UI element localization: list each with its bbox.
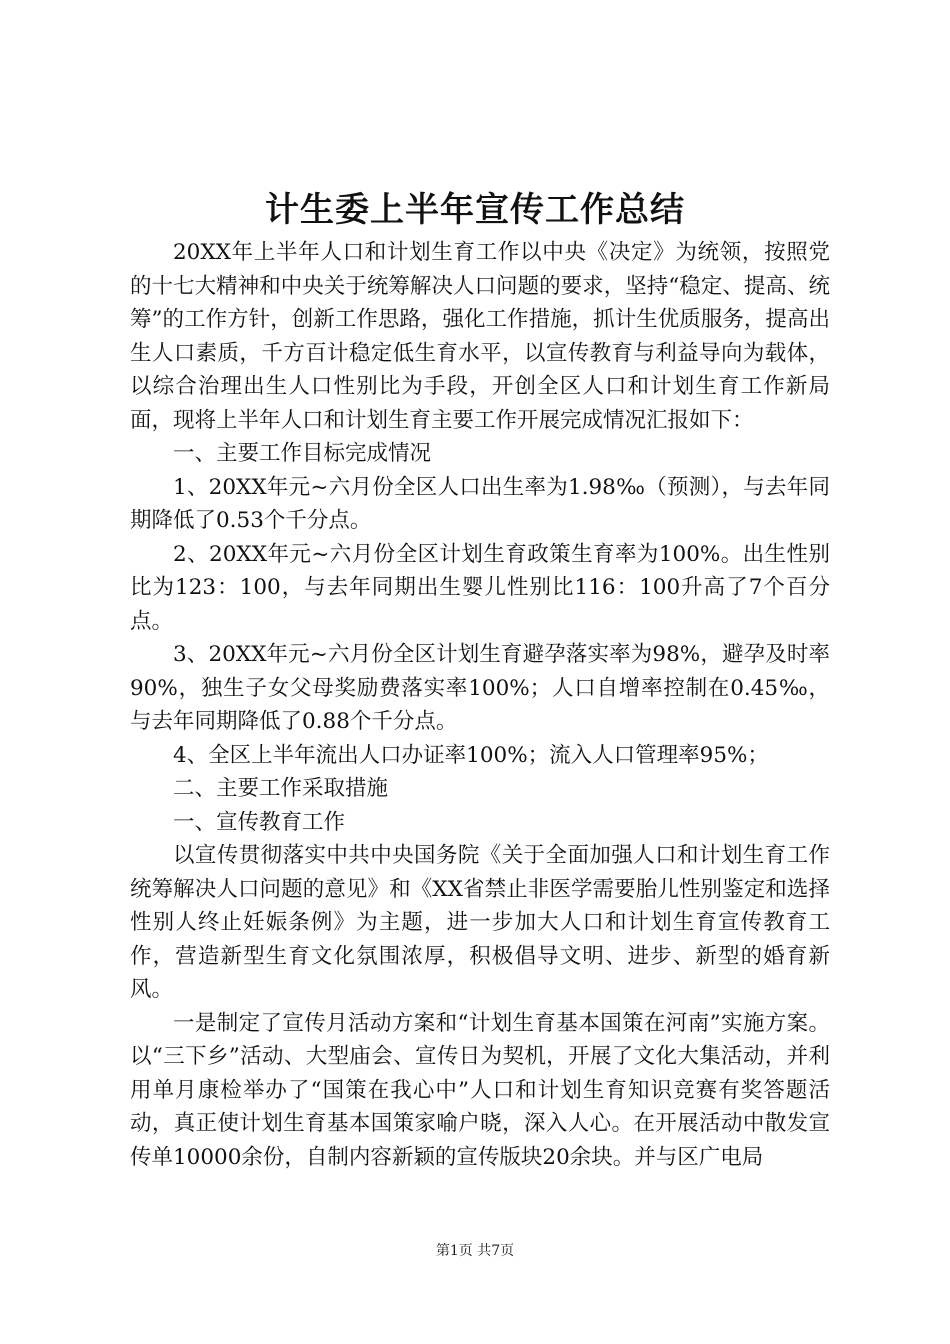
item-policy-birth-rate: 2、20XX年元~六月份全区计划生育政策生育率为100%。出生性别比为123：100，与去年同期出生婴儿性别比116：100升高了7个百分点。 [130, 541, 830, 634]
section-heading-measures: 二、主要工作采取措施 [173, 776, 389, 801]
document-body [130, 236, 830, 1174]
item-birth-rate: 1、20XX年元~六月份全区人口出生率为1.98‰（预测），与去年同期降低了0.53个千分点。 [130, 474, 830, 533]
intro-paragraph: 20XX年上半年人口和计划生育工作以中央《决定》为统领，按照党的十七大精神和中央关于统筹解决人口问题的要求，坚持“稳定、提高、统筹”的工作方针，创新工作思路，强化工作措施，抓计生优质服务，提高出生人口素质，千方百计稳定低生育水平，以宣传教育与利益导向为载体，以综合治理出生人口性别比为手段，开创全区人口和计划生育工作新局面，现将上半年人口和计划生育主要工作开展完成情况汇报如下： [130, 240, 830, 433]
item-migrant-population: 4、全区上半年流出人口办证率100%；流入人口管理率95%； [173, 742, 769, 768]
section-heading-targets: 一、主要工作目标完成情况 [173, 441, 432, 466]
subsection-heading-publicity: 一、宣传教育工作 [173, 809, 346, 835]
document-title: 计生委上半年宣传工作总结 [265, 190, 685, 230]
item-contraception-rate: 3、20XX年元~六月份全区计划生育避孕落实率为98%，避孕及时率90%，独生子女父母奖励费落实率100%；人口自增率控制在0.45‰，与去年同期降低了0.88个千分点。 [130, 642, 830, 734]
activity-paragraph: 一是制定了宣传月活动方案和“计划生育基本国策在河南”实施方案。以“三下乡”活动、大型庙会、宣传日为契机，开展了文化大集活动，并利用单月康检举办了“国策在我心中”人口和计划生育知识竞赛有奖答题活动，真正使计划生育基本国策家喻户晓，深入人心。在开展活动中散发宣传单10000余份，自制内容新颖的宣传版块20余块。并与区广电局 [130, 1010, 830, 1170]
publicity-paragraph: 以宣传贯彻落实中共中央国务院《关于全面加强人口和计划生育工作统筹解决人口问题的意见》和《XX省禁止非医学需要胎儿性别鉴定和选择性别人终止妊娠条例》为主题，进一步加大人口和计划生育宣传教育工作，营造新型生育文化氛围浓厚，积极倡导文明、进步、新型的婚育新风。 [130, 843, 830, 1002]
page-footer: 第1页 共7页 [435, 1243, 515, 1259]
